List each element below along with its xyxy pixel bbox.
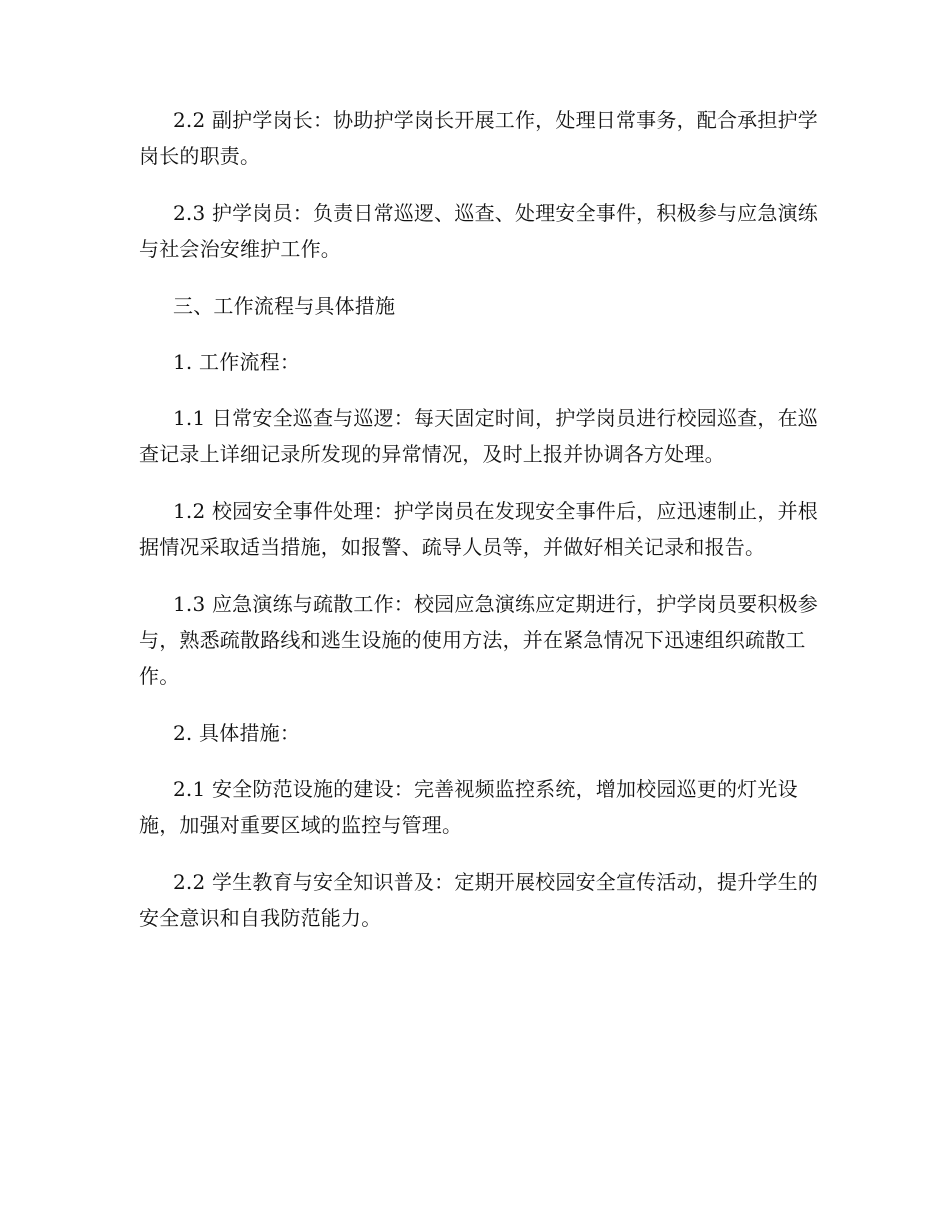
section-heading-workflow: 三、工作流程与具体措施 — [173, 294, 396, 318]
paragraph-emergency-drill: 1.3 应急演练与疏散工作：校园应急演练应定期进行，护学岗员要积极参与，熟悉疏散路线和逃生设施的使用方法，并在紧急情况下迅速组织疏散工作。 — [139, 592, 818, 688]
paragraph-deputy-leader: 2.2 副护学岗长：协助护学岗长开展工作，处理日常事务，配合承担护学岗长的职责。 — [139, 108, 818, 168]
paragraph-incident-handling: 1.2 校园安全事件处理：护学岗员在发现安全事件后，应迅速制止，并根据情况采取适当措施，如报警、疏导人员等，并做好相关记录和报告。 — [139, 499, 818, 559]
paragraph-daily-patrol: 1.1 日常安全巡查与巡逻：每天固定时间，护学岗员进行校园巡查，在巡查记录上详细记录所发现的异常情况，及时上报并协调各方处理。 — [139, 406, 818, 466]
paragraph-patrol-member: 2.3 护学岗员：负责日常巡逻、巡查、处理安全事件，积极参与应急演练与社会治安维护工作。 — [139, 201, 818, 261]
subheading-measures: 2. 具体措施： — [173, 721, 301, 745]
subheading-workflow: 1. 工作流程： — [173, 350, 301, 374]
paragraph-student-education: 2.2 学生教育与安全知识普及：定期开展校园安全宣传活动，提升学生的安全意识和自我防范能力。 — [139, 870, 818, 930]
paragraph-security-facilities: 2.1 安全防范设施的建设：完善视频监控系统，增加校园巡更的灯光设施，加强对重要区域的监控与管理。 — [139, 777, 798, 837]
